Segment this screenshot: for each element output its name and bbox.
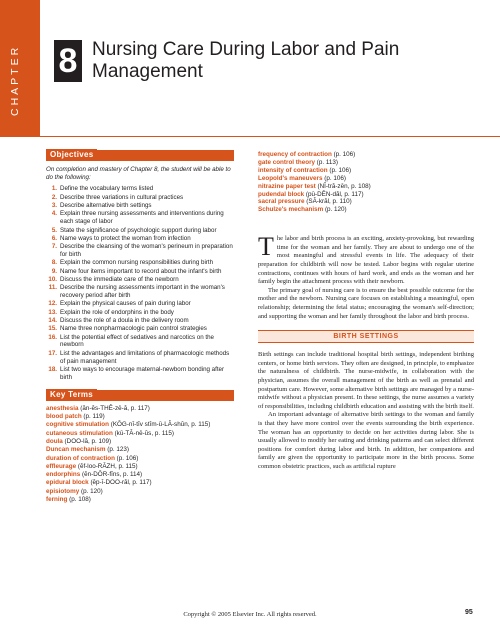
key-term: sacral pressure: [258, 198, 305, 206]
objective-item: [46, 194, 234, 202]
title-divider: [0, 136, 500, 137]
objective-text: Describe three variations in cultural practices: [60, 193, 184, 201]
objectives-heading: Objectives: [46, 149, 97, 160]
objective-number: 14.: [48, 316, 57, 324]
objective-text: Name three nonpharmacologic pain control strategies: [60, 325, 207, 333]
key-term-pronunciation: (ĕp-ĭ-DOO-răl, p. 117): [88, 479, 152, 487]
key-term-item: [258, 206, 474, 214]
objective-text: Discuss the role of a doula in the delivery room: [60, 316, 189, 324]
key-terms-list-left: [46, 405, 234, 505]
objective-number: 17.: [48, 349, 57, 357]
birth-settings-paragraph-1: Birth settings can include traditional hospital birth settings, independent birthing centers, or home birth services. They often are designed, in principle, to emphasize the naturalness of childbirth. The nurse-midwife, in collaboration with the physician, assumes the overall management of the birth as well as prenatal and postpartum care. However, some alternative birth settings are managed by a nurse-midwife without a physician present. In these settings, the nurse assumes a variety of responsibilities, including childbirth education and assisting with the birth itself.: [258, 351, 474, 410]
objective-number: 3.: [51, 202, 57, 209]
key-term: endorphins: [46, 471, 81, 479]
key-term: blood patch: [46, 413, 82, 421]
objective-number: 4.: [51, 210, 57, 218]
key-term-pronunciation: (p. 120): [79, 487, 103, 495]
objective-text: Describe the cleansing of the woman's perineum in preparation for birth: [60, 243, 233, 258]
objective-number: 11.: [48, 284, 57, 292]
key-term: nitrazine paper test: [258, 182, 316, 190]
objective-text: State the significance of psychologic support during labor: [60, 226, 217, 234]
key-term-item: [258, 159, 474, 167]
drop-cap: T: [258, 232, 274, 262]
objective-item: [46, 259, 234, 267]
objective-text: Explain the common nursing responsibilities during birth: [60, 259, 214, 267]
key-term: Schulze's mechanism: [258, 206, 324, 214]
right-column: [258, 151, 474, 472]
birth-settings-heading: BIRTH SETTINGS: [258, 330, 474, 343]
key-term: duration of contraction: [46, 454, 115, 462]
objective-number: 18.: [48, 365, 57, 373]
key-term-item: [46, 405, 234, 413]
key-term: cognitive stimulation: [46, 421, 109, 429]
objectives-list: [46, 185, 234, 381]
key-term-pronunciation: (ĕn-DŎR-fĭns, p. 114): [80, 471, 143, 479]
objective-item: [46, 309, 234, 317]
objective-item: [46, 243, 234, 259]
key-term: cutaneous stimulation: [46, 429, 113, 437]
key-term-pronunciation: (p. 106): [322, 174, 346, 182]
key-term-item: [46, 463, 234, 471]
objective-text: Explain three nursing assessments and interventions during each stage of labor: [60, 210, 224, 226]
objective-number: 2.: [51, 193, 57, 201]
key-term-pronunciation: (p. 106): [327, 166, 352, 174]
key-term: episiotomy: [46, 487, 80, 495]
objective-item: [46, 334, 234, 350]
key-term-item: [46, 479, 234, 487]
key-term: ferning: [46, 496, 68, 504]
objective-item: [46, 227, 234, 235]
key-term-pronunciation: (DOO-lă, p. 109): [62, 437, 112, 445]
objective-item: [46, 202, 234, 210]
key-term: doula: [46, 437, 63, 445]
key-term-pronunciation: (KŎG-nĭ-tĭv stĭm-ū-LĀ-shŭn, p. 115): [108, 421, 211, 429]
objective-number: 6.: [51, 234, 57, 242]
key-term-item: [46, 438, 234, 446]
key-terms-heading-bar: [46, 390, 234, 401]
key-term-pronunciation: (p. 123): [105, 446, 129, 454]
key-term-item: [258, 167, 474, 175]
key-term: effleurage: [46, 462, 77, 470]
objective-text: Define the vocabulary terms listed: [60, 185, 154, 193]
key-term-pronunciation: (pū-DĔN-dăl, p. 117): [304, 190, 364, 198]
intro-paragraph-1: he labor and birth process is an exciting, anxiety-provoking, but rewarding time for the woman and her family. They are about to undergo one of the most meaningful and stressful events in life. The adequacy of their preparation for childbirth will now be tested. Labor begins with regular uterine contractions, continues with hours of hard work, and ends as the woman and her family begin the attachment process with their newborn.: [258, 235, 474, 286]
objective-text: Name ways to protect the woman from infection: [60, 234, 191, 242]
key-terms-heading: Key Terms: [46, 389, 97, 400]
objectives-intro: On completion and mastery of Chapter 8, the student will be able to do the following:: [46, 166, 231, 182]
objective-number: 1.: [51, 185, 57, 193]
objective-text: Describe the nursing assessments important in the woman's recovery period after birth: [60, 284, 225, 300]
objective-item: [46, 366, 234, 382]
objective-text: Name four items important to record about the infant's birth: [60, 267, 222, 275]
objective-number: 12.: [48, 300, 57, 308]
key-term-item: [46, 421, 234, 429]
key-term-item: [46, 455, 234, 463]
birth-settings-text: [258, 351, 474, 471]
key-term-item: [46, 471, 234, 479]
objective-text: List the potential effect of sedatives and narcotics on the newborn: [60, 333, 214, 349]
objective-item: [46, 276, 234, 284]
key-term-item: [46, 430, 234, 438]
key-term-item: [46, 496, 234, 504]
objective-item: [46, 268, 234, 276]
objective-number: 16.: [48, 333, 57, 341]
objectives-heading-bar: [46, 150, 234, 161]
objective-item: [46, 325, 234, 333]
key-terms-list-right: [258, 151, 474, 214]
key-term-pronunciation: (p. 120): [323, 206, 347, 214]
intro-paragraph-2: The primary goal of nursing care is to ensure the best possible outcome for the mother and the newborn. Nursing care focuses on establishing a meaningful, open relationship; determining the fetal status; encouraging the woman's self-direction; and supporting the woman and her family throughout the labor and birth process.: [258, 286, 474, 320]
key-term-item: [258, 151, 474, 159]
key-term-pronunciation: (p. 113): [315, 158, 339, 166]
objective-number: 5.: [51, 226, 57, 234]
key-term-pronunciation: (kū-TĀ-nē-ŭs, p. 115): [112, 429, 174, 437]
key-term-pronunciation: (p. 108): [67, 496, 91, 504]
objective-item: [46, 284, 234, 300]
key-term: anesthesia: [46, 404, 79, 412]
key-term-item: [258, 198, 474, 206]
birth-settings-paragraph-2: An important advantage of alternative birth settings to the woman and family is that they have more control over the events surrounding the birth experience. The woman has an opportunity to decide on her activities during labor. She is usually allowed to modify her eating and drinking patterns and can select different positions for comfort during labor and birth. In addition, her companions and family are given the opportunity to participate more in the birth process. Some common obstetric practices, such as artificial rupture: [258, 411, 474, 470]
key-term: Duncan mechanism: [46, 446, 106, 454]
page-number: 95: [465, 609, 473, 616]
objective-item: [46, 350, 234, 366]
objective-text: Discuss the immediate care of the newborn: [60, 275, 179, 283]
objective-number: 15.: [48, 325, 57, 333]
key-term-pronunciation: (p. 106): [331, 151, 356, 158]
objective-number: 13.: [48, 308, 57, 316]
objective-number: 8.: [51, 259, 57, 267]
objective-text: Explain the role of endorphins in the body: [60, 308, 174, 316]
objective-number: 7.: [51, 243, 57, 251]
objective-item: [46, 235, 234, 243]
key-term-pronunciation: (p. 106): [114, 454, 139, 462]
chapter-label: CHAPTER: [9, 44, 21, 116]
key-term-pronunciation: (SĀ-krăl, p. 110): [304, 198, 352, 206]
objective-item: [46, 210, 234, 226]
key-term-pronunciation: (p. 119): [81, 413, 105, 421]
key-term: intensity of contraction: [258, 166, 328, 174]
objective-item: [46, 317, 234, 325]
chapter-number: 8: [54, 40, 82, 82]
key-term-item: [46, 488, 234, 496]
left-column: [46, 150, 234, 504]
key-term-item: [258, 183, 474, 191]
objective-item: [46, 300, 234, 308]
key-term: frequency of contraction: [258, 151, 332, 158]
objective-number: 10.: [48, 275, 57, 283]
objective-text: Explain the physical causes of pain during labor: [60, 300, 191, 308]
copyright-footer: Copyright © 2005 Elsevier Inc. All rights reserved.: [183, 611, 317, 618]
objective-item: [46, 185, 234, 193]
objective-text: Describe alternative birth settings: [60, 202, 152, 209]
key-term-pronunciation: (ăn-ĕs-THĒ-zē-ă, p. 117): [78, 404, 150, 412]
key-term: Leopold's maneuvers: [258, 174, 323, 182]
key-term-pronunciation: (NĪ-tră-zēn, p. 108): [315, 182, 371, 190]
key-term: gate control theory: [258, 158, 316, 166]
key-term: pudendal block: [258, 190, 305, 198]
key-term-item: [46, 446, 234, 454]
key-term: epidural block: [46, 479, 89, 487]
objective-text: List the advantages and limitations of pharmacologic methods of pain management: [60, 349, 230, 365]
chapter-title: Nursing Care During Labor and Pain Management: [92, 39, 400, 82]
key-term-pronunciation: (ĕf-loo-RĂZH, p. 115): [76, 462, 138, 470]
key-term-item: [258, 175, 474, 183]
intro-text: [258, 232, 474, 321]
objective-text: List two ways to encourage maternal-newborn bonding after birth: [60, 365, 225, 381]
objective-number: 9.: [51, 267, 57, 275]
